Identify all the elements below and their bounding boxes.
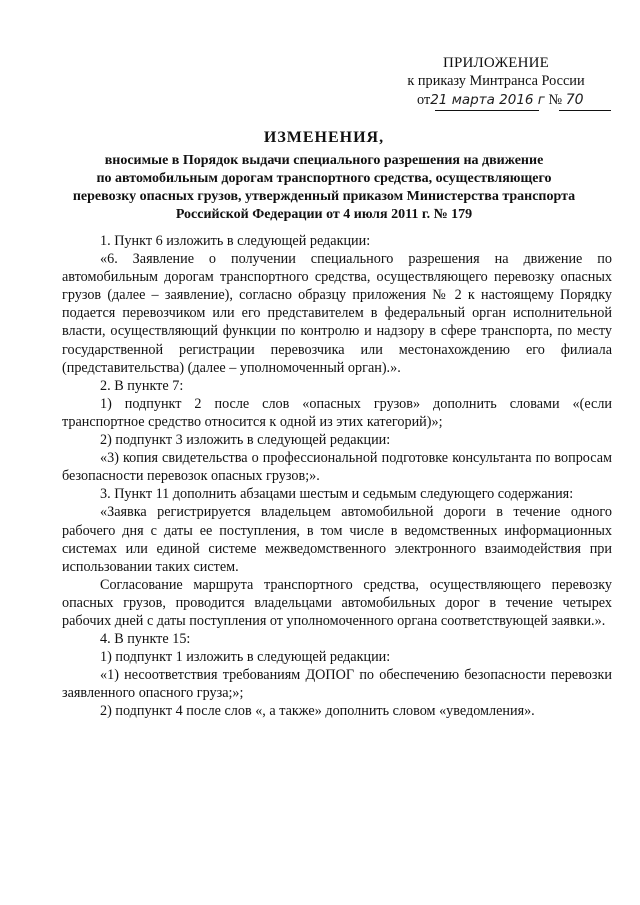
paragraph-2: «6. Заявление о получении специального разрешения на движение по автомобильным дорогам транспортного средства, осуществляющего перевозку опасных грузов (далее – заявление), согласно образцу приложения № 2 к настоящему Порядку подается перевозчиком или его представителем в федеральный орган исполнительной власти, осуществляющий функции по контролю и надзору в сфере транспорта, по месту государственной регистрации перевозчика или местонахождению его филиала (представительства) (далее – уполномоченный орган).». (62, 251, 612, 376)
order-reference: к приказу Минтранса России (407, 73, 585, 89)
document-body (62, 232, 612, 721)
paragraph-3: 2. В пункте 7: (100, 377, 184, 394)
paragraph-8: «Заявка регистрируется владельцем автомобильной дороги в течение одного рабочего дня с даты ее поступления, в том числе в ведомственных информационных системах или единой системе межведомственного электронного взаимодействия при использовании таких систем. (62, 504, 612, 575)
heading-line-1: вносимые в Порядок выдачи специального разрешения на движение (104, 153, 544, 168)
paragraph-13: 2) подпункт 4 после слов «, а также» дополнить словом «уведомления». (100, 703, 535, 720)
paragraph-6: «3) копия свидетельства о профессиональной подготовке консультанта по вопросам безопасности перевозок опасных грузов;». (62, 450, 612, 485)
paragraph-9: Согласование маршрута транспортного средства, осуществляющего перевозку опасных грузов, проводится владельцами автомобильных дорог в течение четырех рабочих дней с даты поступления от уполномоченного органа соответствующей заявки.». (62, 576, 612, 629)
heading-line-3: перевозку опасных грузов, утвержденный приказом Министерства транспорта (72, 189, 576, 204)
heading-line-2: по автомобильным дорогам транспортного средства, осуществляющего (96, 171, 552, 186)
appendix-header (380, 54, 612, 112)
heading-main: ИЗМЕНЕНИЯ, (263, 129, 385, 146)
handwritten-date: 21 марта 2016 г (430, 92, 545, 108)
document-heading (40, 128, 608, 224)
number-underline (559, 110, 611, 111)
paragraph-7: 3. Пункт 11 дополнить абзацами шестым и седьмым следующего содержания: (100, 486, 574, 503)
paragraph-1: 1. Пункт 6 изложить в следующей редакции: (100, 233, 371, 249)
paragraph-12: «1) несоответствия требованиям ДОПОГ по обеспечению безопасности перевозки заявленного опасного груза;»; (62, 667, 612, 702)
appendix-title: ПРИЛОЖЕНИЕ (442, 55, 550, 71)
paragraph-11: 1) подпункт 1 изложить в следующей редакции: (100, 649, 391, 666)
date-underline (435, 110, 539, 111)
date-prefix: от (417, 92, 431, 108)
order-date-number (417, 90, 612, 112)
handwritten-number: 70 (565, 92, 584, 108)
number-label: № (548, 92, 563, 108)
heading-line-4: Российской Федерации от 4 июля 2011 г. № 179 (175, 207, 473, 222)
paragraph-4: 1) подпункт 2 после слов «опасных грузов» дополнить словами «(если транспортное средство относится к одной из этих категорий)»; (62, 395, 612, 430)
paragraph-10: 4. В пункте 15: (100, 631, 191, 648)
paragraph-5: 2) подпункт 3 изложить в следующей редакции: (100, 432, 391, 449)
